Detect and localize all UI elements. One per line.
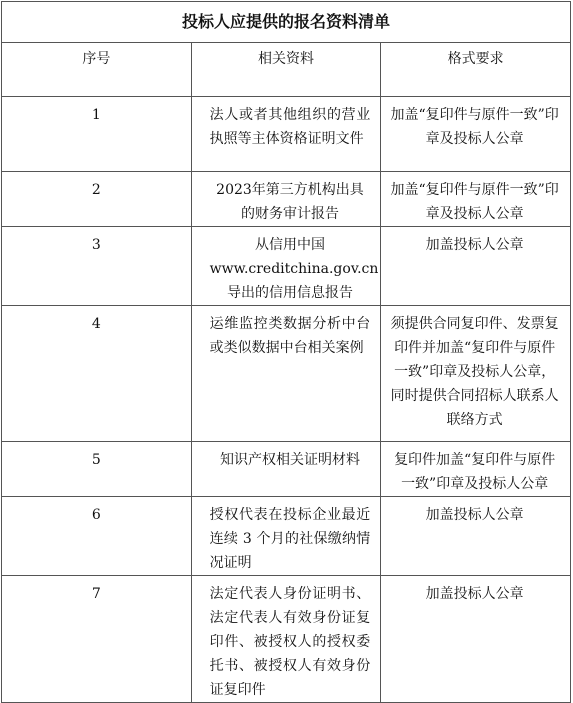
row-format: 复印件加盖“复印件与原件一致”印章及投标人公章 xyxy=(381,442,571,497)
table-title: 投标人应提供的报名资料清单 xyxy=(2,2,571,43)
row-document: 法人或者其他组织的营业执照等主体资格证明文件 xyxy=(191,97,381,172)
table-row xyxy=(2,97,571,172)
title-row xyxy=(2,2,571,43)
row-format: 加盖投标人公章 xyxy=(381,227,571,306)
header-no: 序号 xyxy=(2,43,192,97)
row-document: 授权代表在投标企业最近连续 3 个月的社保缴纳情况证明 xyxy=(191,497,381,576)
row-document: 知识产权相关证明材料 xyxy=(191,442,381,497)
header-doc: 相关资料 xyxy=(191,43,381,97)
row-number: 7 xyxy=(2,576,192,703)
row-number: 5 xyxy=(2,442,192,497)
table-row xyxy=(2,172,571,227)
table-row xyxy=(2,442,571,497)
table-row xyxy=(2,497,571,576)
row-number: 2 xyxy=(2,172,192,227)
row-document: 法定代表人身份证明书、法定代表人有效身份证复印件、被授权人的授权委托书、被授权人有效身份证复印件 xyxy=(191,576,381,703)
row-document: 从信用中国 www.creditchina.gov.cn 导出的信用信息报告 xyxy=(191,227,381,306)
row-number: 1 xyxy=(2,97,192,172)
row-format: 加盖投标人公章 xyxy=(381,576,571,703)
requirements-sheet xyxy=(1,1,571,703)
row-format: 加盖“复印件与原件一致”印章及投标人公章 xyxy=(381,172,571,227)
row-document: 2023年第三方机构出具的财务审计报告 xyxy=(191,172,381,227)
header-row xyxy=(2,43,571,97)
table-row xyxy=(2,576,571,703)
row-format: 加盖投标人公章 xyxy=(381,497,571,576)
row-format: 须提供合同复印件、发票复印件并加盖“复印件与原件一致”印章及投标人公章，同时提供合同招标人联系人联络方式 xyxy=(381,306,571,442)
table-row xyxy=(2,227,571,306)
row-number: 4 xyxy=(2,306,192,442)
row-document: 运维监控类数据分析中台或类似数据中台相关案例 xyxy=(191,306,381,442)
table-row xyxy=(2,306,571,442)
header-fmt: 格式要求 xyxy=(381,43,571,97)
row-format: 加盖“复印件与原件一致”印章及投标人公章 xyxy=(381,97,571,172)
row-number: 6 xyxy=(2,497,192,576)
row-number: 3 xyxy=(2,227,192,306)
requirements-table xyxy=(1,1,571,703)
